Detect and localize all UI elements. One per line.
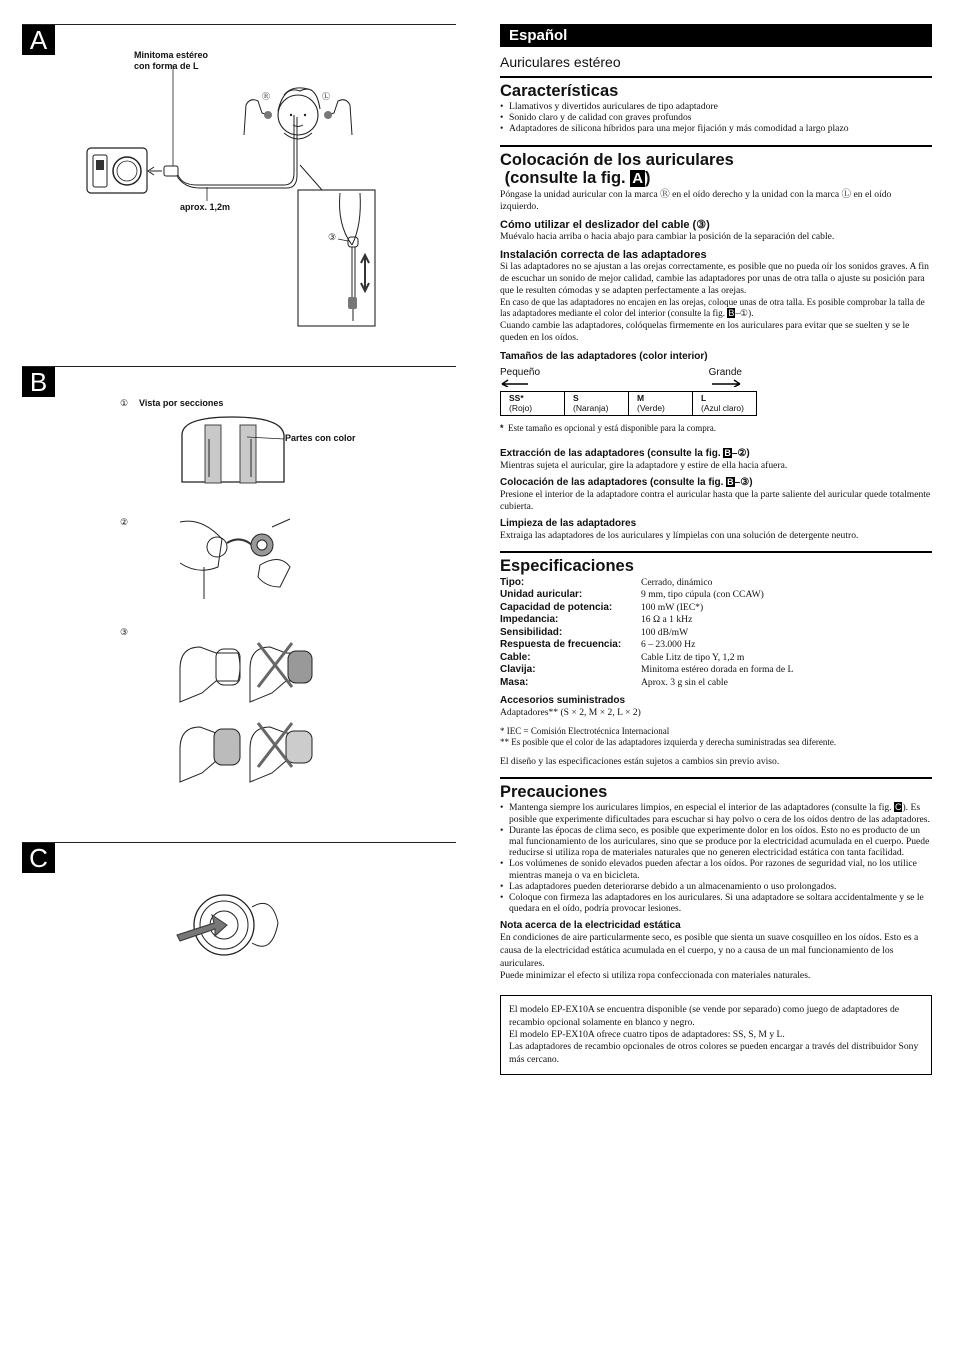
specs-table: Tipo: Cerrado, dinámico Unidad auricular: 9 mm, tipo cúpula (con CCAW) Capacidad de potencia: 100 mW (IEC*) Impedancia: 16 Ω a 1 kHz Sensibilidad: 100 dB/mW Respuesta de frecuencia: 6 – 23.000 Hz Cable: Cable Litz de tipo Y, 1,2 m Clavija: Minitoma estéreo dorada en forma de L Masa: Aprox. 3 g sin el cable <box>500 576 794 688</box>
attach-title: Colocación de las adaptadores (consulte la fig. B–③) <box>500 476 753 488</box>
figure-label-b: B <box>22 367 55 397</box>
size-arrows <box>500 379 742 387</box>
install-text-3: Cuando cambie las adaptadores, colóquelas firmemente en los auriculares para evitar que se suelten y se le queden en los oídos. <box>500 319 910 343</box>
figure-label-c: C <box>22 843 55 873</box>
product-name: Auriculares estéreo <box>500 54 621 70</box>
fitting-intro: Póngase la unidad auricular con la marca Ⓡ en el oído derecho y la unidad con la marca Ⓛ en el oído izquierdo. <box>500 188 892 212</box>
step-2-number: ② <box>120 517 129 527</box>
size-scale <box>500 367 742 389</box>
static-text-2: Puede minimizar el efecto si utiliza ropa confeccionada con materiales naturales. <box>500 970 811 982</box>
list-item: • Mantenga siempre los auriculares limpios, en especial el interior de las adaptadores (consulte la fig. C). Es posible que experimente dificultades para escuchar si hay polvo o cera de los oídos dentro de las adaptadores. <box>509 802 932 824</box>
size-note: * Este tamaño es opcional y está disponible para la compra. <box>500 422 716 433</box>
right-mark: Ⓡ <box>262 92 270 101</box>
list-item: • Coloque con firmeza las adaptadores en los auriculares. Si una adaptadore se soltara accidentalmente y se le quedara en el oído, podría provocar lesiones. <box>509 892 932 914</box>
size-cell: S (Naranja) <box>565 391 629 415</box>
fitting-title: Colocación de los auriculares (consulte la fig. A ) <box>500 145 932 187</box>
spec-note-1: * IEC = Comisión Electrotécnica Internacional <box>500 726 670 737</box>
specs-title: Especificaciones <box>500 551 932 575</box>
list-item: • Adaptadores de silicona híbridos para una mejor fijación y más comodidad a largo plazo <box>509 123 932 134</box>
cable-length-label: aprox. 1,2m <box>180 202 231 212</box>
size-cell: M (Verde) <box>629 391 693 415</box>
install-text-2: En caso de que las adaptadores no encajen en las orejas, coloque unas de otra talla. Es posible comprobar la talla de las adaptadores mediante el color del interior (consulte la fig. B–①). <box>500 296 925 319</box>
small-label: Pequeño <box>500 366 541 378</box>
features-list <box>500 101 932 135</box>
left-mark: Ⓛ <box>322 92 330 101</box>
slider-title: Cómo utilizar el deslizador del cable (③) <box>500 218 710 231</box>
list-item: • Los volúmenes de sonido elevados pueden afectar a los oídos. Por razones de seguridad vial, no los utilice mientras maneja o va en bicicleta. <box>509 858 932 880</box>
slider-text: Muévalo hacia arriba o hacia abajo para cambiar la posición de la separación del cable. <box>500 230 835 242</box>
step-1-number: ① <box>120 398 129 408</box>
accessories-text: Adaptadores** (S × 2, M × 2, L × 2) <box>500 707 641 719</box>
clean-text: Extraiga las adaptadores de los auriculares y límpielas con una solución de detergente neutro. <box>500 529 859 541</box>
plug-caption: Minitoma estéreo con forma de L <box>134 50 209 71</box>
list-item: • Las adaptadores pueden deteriorarse debido a un almacenamiento o uso prolongados. <box>509 881 932 892</box>
remove-title: Extracción de las adaptadores (consulte la fig. B–②) <box>500 447 750 459</box>
section-view-caption: Vista por secciones <box>139 398 224 408</box>
figure-a <box>22 24 456 345</box>
static-title: Nota acerca de la electricidad estática <box>500 920 681 932</box>
spec-note-2: ** Es posible que el color de las adaptadores izquierda y derecha suministradas sea diferente. <box>500 737 837 748</box>
callout-3: ③ <box>328 232 337 242</box>
size-cell: SS* (Rojo) <box>501 391 565 415</box>
step-3-number: ③ <box>120 627 129 637</box>
remove-text: Mientras sujeta el auricular, gire la adaptadore y estire de ella hacia afuera. <box>500 459 788 471</box>
cleaning-illustration <box>22 843 456 973</box>
accessories-title: Accesorios suministrados <box>500 695 626 707</box>
clean-title: Limpieza de las adaptadores <box>500 517 637 529</box>
static-text: En condiciones de aire particularmente seco, es posible que sienta un suave cosquilleo en los oídos. Esto es a causa de la electricidad estática acumulada en el cuerpo, y no a causa de un mal funcionamiento de los auriculares. <box>500 932 919 969</box>
spec-disclaimer: El diseño y las especificaciones están sujetos a cambios sin previo aviso. <box>500 756 780 768</box>
install-text: Si las adaptadores no se ajustan a las orejas correctamente, es posible que no pueda oír los sonidos graves. A fin de escuchar un sonido de mejor calidad, cambie las adaptadores por unas de otra talla o ajuste su posición para que le resulten cómodas y se adapten perfectamente a las orejas. <box>500 260 929 296</box>
precautions-title: Precauciones <box>500 777 932 801</box>
figure-c <box>22 842 456 973</box>
features-title: Características <box>500 76 932 100</box>
list-item: • Llamativos y divertidos auriculares de tipo adaptadore <box>509 101 932 112</box>
large-label: Grande <box>708 366 742 378</box>
install-title: Instalación correcta de las adaptadores <box>500 248 707 261</box>
list-item: • Sonido claro y de calidad con graves profundos <box>509 112 932 123</box>
list-item: • Durante las épocas de clima seco, es posible que experimente dolor en los oídos. Esto no es producto de un mal funcionamiento de los auriculares, sino que se produce por la electricidad acumulada en el cuerpo. Puede reducirse si utiliza ropa de materiales naturales que no generen electricidad estática con tanta facilidad. <box>509 825 932 859</box>
sizes-title: Tamaños de las adaptadores (color interior) <box>500 350 708 362</box>
language-header: Español <box>500 24 932 47</box>
headphones-illustration <box>22 25 456 345</box>
size-cell: L (Azul claro) <box>693 391 757 415</box>
attach-text: Presione el interior de la adaptadore contra el auricular hasta que la parte saliente del auricular quede totalmente cubierta. <box>500 488 931 512</box>
figure-b <box>22 366 456 822</box>
earpiece-illustration <box>22 367 456 822</box>
figure-label-a: A <box>22 25 55 55</box>
colored-parts-caption: Partes con color <box>285 433 356 443</box>
sizes-table <box>500 391 757 416</box>
spanish-manual <box>500 24 932 1075</box>
precautions-list <box>500 802 932 914</box>
replacement-info-box: El modelo EP-EX10A se encuentra disponible (se vende por separado) como juego de adaptadores de recambio opcional solamente en blanco y negro. El modelo EP-EX10A ofrece cuatro tipos de adaptadores: SS, S, M y L. Las adaptadores de recambio opcionales de otros colores se pueden encargar a través del distribuidor Sony más cercano. <box>500 995 932 1075</box>
